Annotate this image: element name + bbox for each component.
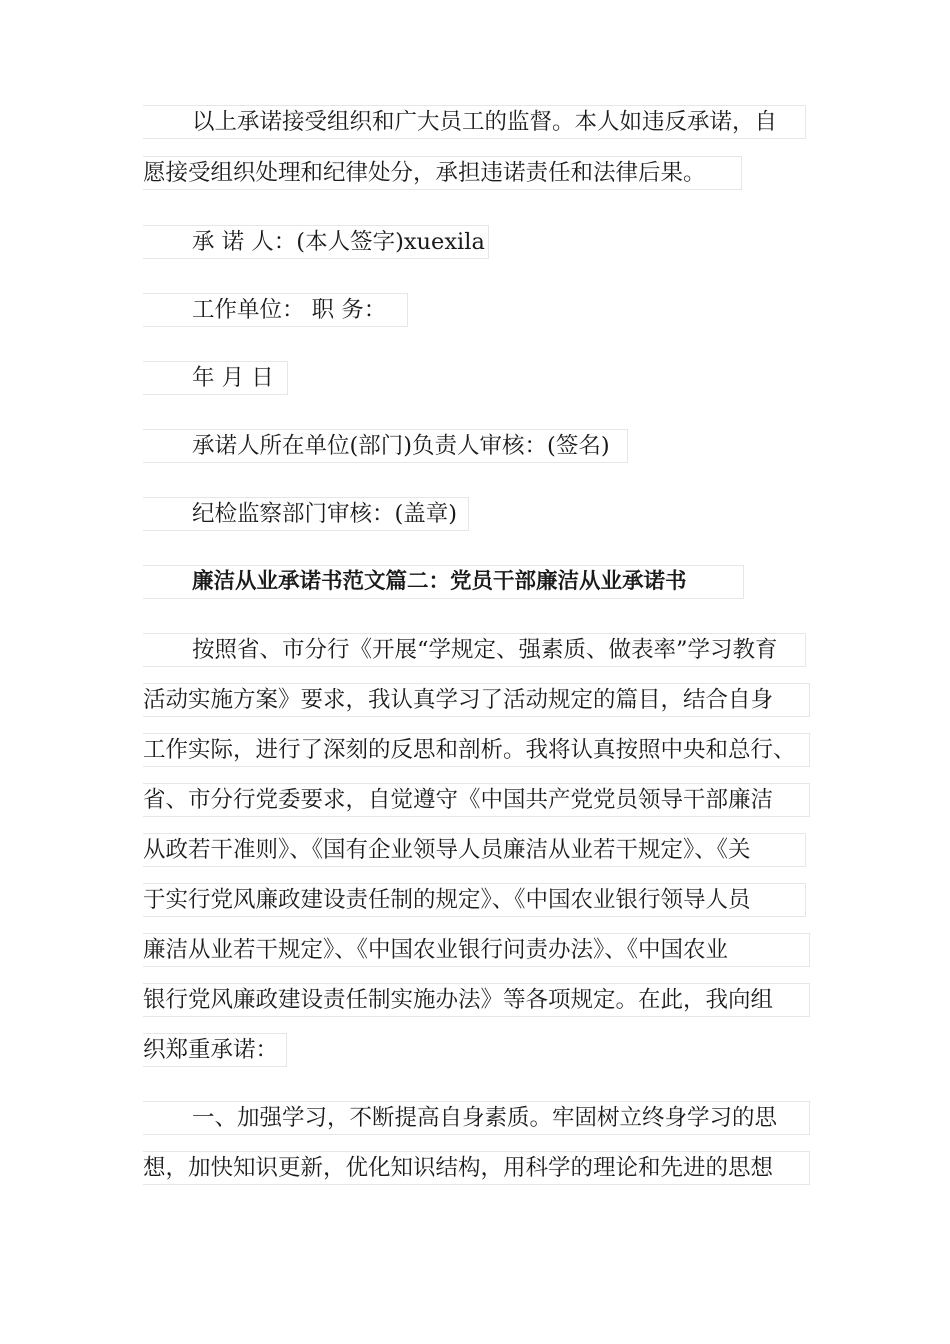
paragraph-line: 银行党风廉政建设责任制实施办法》等各项规定。在此，我向组 xyxy=(143,983,810,1017)
date-line: 年 月 日 xyxy=(143,361,288,395)
paragraph-line: 织郑重承诺： xyxy=(143,1033,287,1067)
signature-line: 承 诺 人：(本人签字)xuexila xyxy=(143,225,489,259)
paragraph-line: 按照省、市分行《开展“学规定、强素质、做表率”学习教育 xyxy=(143,633,806,667)
paragraph-line: 想，加快知识更新，优化知识结构，用科学的理论和先进的思想 xyxy=(143,1151,810,1185)
paragraph-line: 工作实际，进行了深刻的反思和剖析。我将认真按照中央和总行、 xyxy=(143,733,810,767)
paragraph-line: 于实行党风廉政建设责任制的规定》、《中国农业银行领导人员 xyxy=(143,883,806,917)
unit-review-line: 承诺人所在单位(部门)负责人审核：(签名) xyxy=(143,429,628,463)
paragraph-line: 廉洁从业若干规定》、《中国农业银行问责办法》、《中国农业 xyxy=(143,933,810,967)
work-unit-line: 工作单位： 职 务： xyxy=(143,293,408,327)
paragraph-line: 以上承诺接受组织和广大员工的监督。本人如违反承诺，自 xyxy=(143,105,806,139)
paragraph-line: 一、加强学习，不断提高自身素质。牢固树立终身学习的思 xyxy=(143,1101,810,1135)
paragraph-line: 活动实施方案》要求，我认真学习了活动规定的篇目，结合自身 xyxy=(143,683,810,717)
paragraph-line: 省、市分行党委要求，自觉遵守《中国共产党党员领导干部廉洁 xyxy=(143,783,810,817)
paragraph-line: 从政若干准则》、《国有企业领导人员廉洁从业若干规定》、《关 xyxy=(143,833,806,867)
paragraph-line: 愿接受组织处理和纪律处分，承担违诺责任和法律后果。 xyxy=(143,156,742,190)
section-heading: 廉洁从业承诺书范文篇二：党员干部廉洁从业承诺书 xyxy=(143,565,744,599)
discipline-review-line: 纪检监察部门审核：(盖章) xyxy=(143,497,469,531)
